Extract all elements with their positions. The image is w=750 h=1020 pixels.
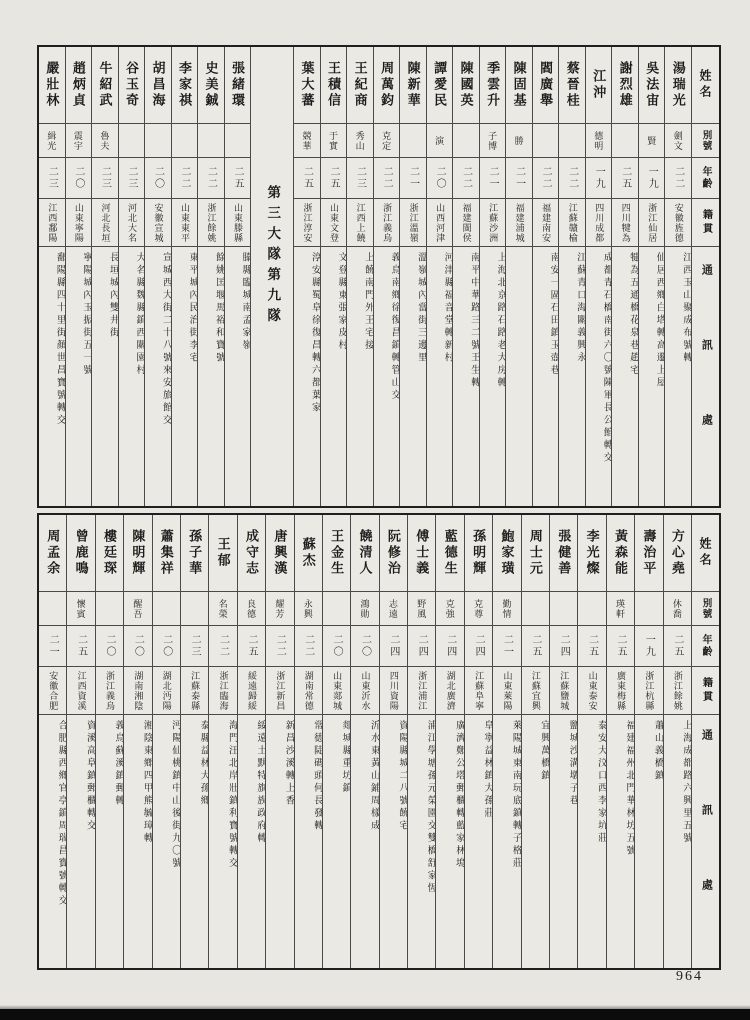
origin-cell: 浙江溫嶺 <box>400 199 426 247</box>
age-cell: 二五 <box>612 158 638 199</box>
person-column <box>95 515 123 968</box>
person-column <box>224 47 251 506</box>
person-column <box>237 515 265 968</box>
age-cell: 二五 <box>238 626 265 667</box>
origin-cell: 山東沂水 <box>351 667 378 715</box>
alias-cell <box>119 124 145 158</box>
origin-cell: 四川成都 <box>586 199 612 247</box>
alias-cell <box>39 592 66 626</box>
person-column <box>144 47 171 506</box>
age-cell: 二三 <box>92 158 118 199</box>
person-column <box>197 47 224 506</box>
person-column <box>39 47 65 506</box>
alias-cell <box>198 124 224 158</box>
age-cell: 二二 <box>198 158 224 199</box>
origin-cell: 江蘇贛榆 <box>559 199 585 247</box>
person-column <box>435 515 463 968</box>
origin-cell: 河北長垣 <box>92 199 118 247</box>
person-column <box>322 515 350 968</box>
origin-cell: 山東滕縣 <box>225 199 251 247</box>
person-column <box>123 515 151 968</box>
origin-cell: 綏遠歸綏 <box>238 667 265 715</box>
origin-cell: 江蘇宜興 <box>522 667 549 715</box>
origin-cell: 浙江杭縣 <box>635 667 662 715</box>
roster-table-top <box>37 45 721 508</box>
origin-cell: 山西河津 <box>427 199 453 247</box>
person-column <box>320 47 347 506</box>
alias-cell: 緝光 <box>39 124 65 158</box>
person-column <box>452 47 479 506</box>
alias-cell: 震宇 <box>66 124 92 158</box>
age-cell: 二三 <box>39 158 65 199</box>
person-column <box>407 515 435 968</box>
name-cell: 吳法宙 <box>639 47 665 124</box>
origin-cell: 湖南常德 <box>295 667 322 715</box>
alias-cell: 良德 <box>238 592 265 626</box>
age-cell: 二三 <box>347 158 373 199</box>
origin-cell: 湖南湘陰 <box>124 667 151 715</box>
column-header-name: 姓名 <box>692 515 719 592</box>
alias-cell: 賢 <box>639 124 665 158</box>
origin-cell: 山東郯城 <box>323 667 350 715</box>
name-cell: 李光燦 <box>578 515 605 592</box>
column-header-name: 姓名 <box>692 47 719 124</box>
age-cell: 二〇 <box>351 626 378 667</box>
person-column <box>611 47 638 506</box>
alias-cell: 永興 <box>295 592 322 626</box>
address-cell: 新昌沙溪轉上香 <box>283 720 294 808</box>
person-column <box>171 47 198 506</box>
age-cell: 二五 <box>607 626 634 667</box>
age-cell: 二五 <box>522 626 549 667</box>
name-cell: 傅士義 <box>408 515 435 592</box>
person-column <box>399 47 426 506</box>
alias-cell: 名榮 <box>209 592 236 626</box>
alias-cell <box>533 124 559 158</box>
alias-cell <box>453 124 479 158</box>
name-cell: 唐興漢 <box>266 515 293 592</box>
address-cell: 沂水東黃山鋪周樣成 <box>368 720 379 833</box>
name-cell: 葉大蕃 <box>294 47 320 124</box>
origin-cell: 四川犍為 <box>612 199 638 247</box>
name-cell: 嚴壯林 <box>39 47 65 124</box>
origin-cell: 福建浦城 <box>506 199 532 247</box>
origin-cell: 浙江淳安 <box>294 199 320 247</box>
name-cell: 李家祺 <box>172 47 198 124</box>
alias-cell <box>181 592 208 626</box>
age-cell: 二二 <box>453 158 479 199</box>
name-cell: 蘇杰 <box>295 515 322 592</box>
name-cell: 胡昌海 <box>145 47 171 124</box>
age-cell: 二四 <box>380 626 407 667</box>
name-cell: 謝烈雄 <box>612 47 638 124</box>
origin-cell: 江蘇泰縣 <box>181 667 208 715</box>
name-cell: 蕭集祥 <box>153 515 180 592</box>
alias-cell: 志遠 <box>380 592 407 626</box>
name-cell: 周孟余 <box>39 515 66 592</box>
origin-cell: 山東萊陽 <box>493 667 520 715</box>
person-column <box>558 47 585 506</box>
age-cell: 二二 <box>295 626 322 667</box>
age-cell: 二五 <box>578 626 605 667</box>
address-cell: 泰縣益林大孫鄉 <box>198 720 209 808</box>
person-column <box>532 47 559 506</box>
origin-cell: 江蘇鹽城 <box>550 667 577 715</box>
alias-cell: 子博 <box>480 124 506 158</box>
alias-cell: 克定 <box>374 124 400 158</box>
age-cell: 二五 <box>67 626 94 667</box>
age-cell: 二〇 <box>427 158 453 199</box>
origin-cell: 浙江餘姚 <box>664 667 691 715</box>
origin-cell: 江西上饒 <box>347 199 373 247</box>
age-cell: 二四 <box>436 626 463 667</box>
alias-cell: 耀芳 <box>266 592 293 626</box>
person-column <box>65 47 92 506</box>
age-cell: 二〇 <box>153 626 180 667</box>
age-cell: 二〇 <box>66 158 92 199</box>
address-cell: 江西玉山聚成布號轉 <box>681 252 691 365</box>
name-cell: 周萬鈞 <box>374 47 400 124</box>
name-cell: 周士元 <box>522 515 549 592</box>
address-cell: 宣城西大街二十八號來安旅館交 <box>160 252 171 427</box>
name-cell: 趙炳貞 <box>66 47 92 124</box>
age-cell: 二三 <box>119 158 145 199</box>
age-cell: 二二 <box>172 158 198 199</box>
alias-cell: 克強 <box>436 592 463 626</box>
address-cell: 宜興萬橋鎮 <box>539 720 550 783</box>
address-cell: 上海北京路石路老大房轉 <box>495 252 506 390</box>
address-cell: 萊陽城東南玩底鎮轉子格莊 <box>510 720 521 870</box>
name-cell: 黃森能 <box>607 515 634 592</box>
address-cell: 成都青石橋南街六〇號陳軍長公館轉交 <box>601 252 612 465</box>
alias-cell <box>145 124 171 158</box>
address-cell: 綏遠土默特旗族政府轉 <box>255 720 266 845</box>
person-column <box>479 47 506 506</box>
alias-cell: 野風 <box>408 592 435 626</box>
alias-cell <box>172 124 198 158</box>
address-cell: 南安一區石田鎮玉壺巷 <box>548 252 559 377</box>
origin-cell: 浙江浦江 <box>408 667 435 715</box>
alias-cell <box>612 124 638 158</box>
alias-cell: 演 <box>427 124 453 158</box>
origin-cell: 浙江仙居 <box>639 199 665 247</box>
address-cell: 溫嶺城內當街三邊里 <box>415 252 426 365</box>
name-cell: 江沖 <box>586 47 612 124</box>
column-header-alias: 別號 <box>692 124 719 158</box>
origin-cell: 山東寧陽 <box>66 199 92 247</box>
origin-cell: 安徽旌德 <box>665 199 691 247</box>
origin-cell: 福建南安 <box>533 199 559 247</box>
header-column <box>691 515 719 968</box>
address-cell: 義烏南鄉徐復昌鎮轉管山交 <box>389 252 400 402</box>
origin-cell: 浙江義烏 <box>96 667 123 715</box>
origin-cell: 江蘇阜寧 <box>465 667 492 715</box>
alias-cell: 休喬 <box>664 592 691 626</box>
squad-divider <box>250 47 293 506</box>
address-cell: 東平城內民治街李宅 <box>187 252 198 365</box>
name-cell: 王金生 <box>323 515 350 592</box>
name-cell: 阮修治 <box>380 515 407 592</box>
origin-cell: 河北大名 <box>119 199 145 247</box>
alias-cell <box>96 592 123 626</box>
alias-cell: 魯夫 <box>92 124 118 158</box>
address-cell: 河津縣福音堂轉新村 <box>442 252 453 365</box>
person-column <box>39 515 66 968</box>
column-header-age: 年齡 <box>692 626 719 667</box>
address-cell: 資陽縣城二八號饒宅 <box>397 720 408 833</box>
age-cell: 二二 <box>533 158 559 199</box>
name-cell: 饒清人 <box>351 515 378 592</box>
person-column <box>265 515 293 968</box>
address-cell: 上饒南門外王宅接 <box>362 252 373 352</box>
person-column <box>663 515 691 968</box>
person-column <box>521 515 549 968</box>
person-column <box>492 515 520 968</box>
name-cell: 藍德生 <box>436 515 463 592</box>
person-column <box>664 47 691 506</box>
address-cell: 仙居西鄉白塔轉高遷上屋 <box>654 252 665 390</box>
address-cell: 鹽城沙溝墩子巷 <box>567 720 578 808</box>
alias-cell <box>153 592 180 626</box>
address-cell: 寧陽城內玉振街五一號 <box>81 252 92 377</box>
address-cell: 南平中華路三二號王生轉 <box>468 252 479 390</box>
address-cell: 海門汪北岸壯鎮利寶號轉交 <box>226 720 237 870</box>
address-cell: 浦江學塘孫元榮園交雙橋舒家恆 <box>425 720 436 895</box>
alias-cell: 瑛軒 <box>607 592 634 626</box>
name-cell: 張健善 <box>550 515 577 592</box>
squad-divider-label: 第三大隊第九隊 <box>265 185 281 329</box>
person-column <box>464 515 492 968</box>
address-cell: 蕭山義橋鎮 <box>652 720 663 783</box>
column-header-address: 通訊處 <box>700 729 713 954</box>
name-cell: 王紀商 <box>347 47 373 124</box>
person-column <box>293 47 320 506</box>
alias-cell: 勝 <box>506 124 532 158</box>
address-cell: 常德陡碼頭何長發轉 <box>311 720 322 833</box>
origin-cell: 江蘇沙洲 <box>480 199 506 247</box>
person-column <box>505 47 532 506</box>
address-cell: 義烏蘇溪鎮郵轉 <box>113 720 124 808</box>
name-cell: 季雲升 <box>480 47 506 124</box>
origin-cell: 浙江餘姚 <box>198 199 224 247</box>
name-cell: 成守志 <box>238 515 265 592</box>
age-cell: 二二 <box>266 626 293 667</box>
address-cell: 合肥縣西鄉官亭鎮周瑞昌寶號轉交 <box>56 720 67 908</box>
origin-cell: 湖北廣濟 <box>436 667 463 715</box>
person-column <box>91 47 118 506</box>
age-cell: 二四 <box>465 626 492 667</box>
address-cell: 上海成都路六興里五號 <box>681 720 691 845</box>
age-cell: 二五 <box>225 158 251 199</box>
name-cell: 方心堯 <box>664 515 691 592</box>
person-column <box>346 47 373 506</box>
name-cell: 史美鋮 <box>198 47 224 124</box>
address-cell: 泰安大汶口西李家坑莊 <box>595 720 606 845</box>
alias-cell <box>522 592 549 626</box>
person-column <box>577 515 605 968</box>
origin-cell: 四川資陽 <box>380 667 407 715</box>
person-column <box>208 515 236 968</box>
address-cell: 長垣城內雙井街 <box>107 252 118 340</box>
column-header-alias: 別號 <box>692 592 719 626</box>
person-column <box>373 47 400 506</box>
name-cell: 王積信 <box>321 47 347 124</box>
origin-cell: 廣東梅縣 <box>607 667 634 715</box>
name-cell: 陳明輝 <box>124 515 151 592</box>
column-header-address: 通訊處 <box>700 264 713 489</box>
address-cell: 郯城縣重坊鎮 <box>340 720 351 795</box>
alias-cell <box>635 592 662 626</box>
name-cell: 谷玉奇 <box>119 47 145 124</box>
name-cell: 牛紹武 <box>92 47 118 124</box>
origin-cell: 安徽宣城 <box>145 199 171 247</box>
age-cell: 二五 <box>664 626 691 667</box>
column-header-age: 年齡 <box>692 158 719 199</box>
origin-cell: 山東東平 <box>172 199 198 247</box>
address-cell: 滕縣臨城南孟家嶺 <box>240 252 251 352</box>
age-cell: 二〇 <box>96 626 123 667</box>
name-cell: 孫明輝 <box>465 515 492 592</box>
person-column <box>549 515 577 968</box>
alias-cell: 競華 <box>294 124 320 158</box>
person-column <box>379 515 407 968</box>
name-cell: 陳新華 <box>400 47 426 124</box>
name-cell: 閻廣舉 <box>533 47 559 124</box>
origin-cell: 浙江義烏 <box>374 199 400 247</box>
person-column <box>180 515 208 968</box>
age-cell: 二一 <box>506 158 532 199</box>
address-cell: 廣濟鄭公塔郵櫃轉藍家林塢 <box>453 720 464 870</box>
alias-cell: 勤情 <box>493 592 520 626</box>
address-cell <box>506 247 532 506</box>
age-cell: 一九 <box>639 158 665 199</box>
name-cell: 譚愛民 <box>427 47 453 124</box>
address-cell: 湘陰東鄉四甲熊毓璋轉 <box>141 720 152 845</box>
age-cell: 二一 <box>400 158 426 199</box>
address-cell: 沔陽仙桃鎮中山後街九〇號 <box>169 720 180 870</box>
alias-cell: 醒吾 <box>124 592 151 626</box>
person-column <box>585 47 612 506</box>
age-cell: 二一 <box>493 626 520 667</box>
alias-cell: 劍文 <box>665 124 691 158</box>
origin-cell: 浙江新昌 <box>266 667 293 715</box>
age-cell: 二〇 <box>145 158 171 199</box>
origin-cell: 山東文登 <box>321 199 347 247</box>
address-cell: 江蘇青口海關義興永 <box>574 252 585 365</box>
alias-cell <box>578 592 605 626</box>
origin-cell: 安徽合肥 <box>39 667 66 715</box>
alias-cell: 德明 <box>586 124 612 158</box>
alias-cell <box>225 124 251 158</box>
origin-cell: 湖北沔陽 <box>153 667 180 715</box>
address-cell: 鄱陽縣四十里街顏世昌寶號轉交 <box>54 252 65 427</box>
name-cell: 壽治平 <box>635 515 662 592</box>
name-cell: 鮑家璜 <box>493 515 520 592</box>
name-cell: 樓廷琛 <box>96 515 123 592</box>
person-column <box>350 515 378 968</box>
header-column <box>691 47 719 506</box>
person-column <box>118 47 145 506</box>
scan-edge-artifact <box>0 1009 750 1020</box>
name-cell: 王郁 <box>209 515 236 592</box>
column-header-origin: 籍貫 <box>692 199 719 247</box>
age-cell: 二一 <box>480 158 506 199</box>
alias-cell: 鴻勛 <box>351 592 378 626</box>
alias-cell <box>400 124 426 158</box>
origin-cell: 江西鄱陽 <box>39 199 65 247</box>
address-cell: 資溪高阜鎮郵櫃轉交 <box>84 720 95 833</box>
age-cell: 二二 <box>374 158 400 199</box>
age-cell: 二一 <box>39 626 66 667</box>
name-cell: 湯瑞光 <box>665 47 691 124</box>
person-column <box>152 515 180 968</box>
origin-cell: 江西資溪 <box>67 667 94 715</box>
age-cell: 二五 <box>294 158 320 199</box>
person-column <box>634 515 662 968</box>
name-cell: 曾鹿鳴 <box>67 515 94 592</box>
age-cell: 二三 <box>181 626 208 667</box>
address-cell: 福建福州北門華林坊五號 <box>624 720 635 858</box>
address-cell: 文登縣東張家皮村 <box>336 252 347 352</box>
address-cell: 大名縣魏縣鎮西關園村 <box>134 252 145 377</box>
origin-cell: 山東泰安 <box>578 667 605 715</box>
address-cell: 阜寧益林鎮大孫莊 <box>482 720 493 820</box>
alias-cell <box>323 592 350 626</box>
person-column <box>426 47 453 506</box>
name-cell: 蔡晉桂 <box>559 47 585 124</box>
person-column <box>638 47 665 506</box>
alias-cell: 克尊 <box>465 592 492 626</box>
name-cell: 陳國英 <box>453 47 479 124</box>
age-cell: 二四 <box>550 626 577 667</box>
roster-table-bottom <box>37 513 721 970</box>
column-header-origin: 籍貫 <box>692 667 719 715</box>
age-cell: 二〇 <box>323 626 350 667</box>
name-cell: 孫子華 <box>181 515 208 592</box>
name-cell: 陳固基 <box>506 47 532 124</box>
person-column <box>606 515 634 968</box>
age-cell: 一九 <box>635 626 662 667</box>
age-cell: 二〇 <box>124 626 151 667</box>
alias-cell <box>550 592 577 626</box>
alias-cell <box>559 124 585 158</box>
age-cell: 二五 <box>321 158 347 199</box>
alias-cell: 秀山 <box>347 124 373 158</box>
age-cell: 二二 <box>665 158 691 199</box>
address-cell: 淳安縣蜀阜徐復昌轉六都葉家 <box>309 252 320 415</box>
age-cell: 二二 <box>559 158 585 199</box>
person-column <box>294 515 322 968</box>
alias-cell: 于實 <box>321 124 347 158</box>
address-cell: 犍為五通橋花泉巷趙宅 <box>627 252 638 377</box>
origin-cell: 浙江臨海 <box>209 667 236 715</box>
alias-cell: 懷賓 <box>67 592 94 626</box>
person-column <box>66 515 94 968</box>
age-cell: 一九 <box>586 158 612 199</box>
age-cell: 二二 <box>209 626 236 667</box>
address-cell: 餘姚匡堰馬裕和寶號 <box>213 252 224 365</box>
page-number: 964 <box>676 969 703 984</box>
origin-cell: 福建閩侯 <box>453 199 479 247</box>
name-cell: 張緒環 <box>225 47 251 124</box>
age-cell: 二四 <box>408 626 435 667</box>
